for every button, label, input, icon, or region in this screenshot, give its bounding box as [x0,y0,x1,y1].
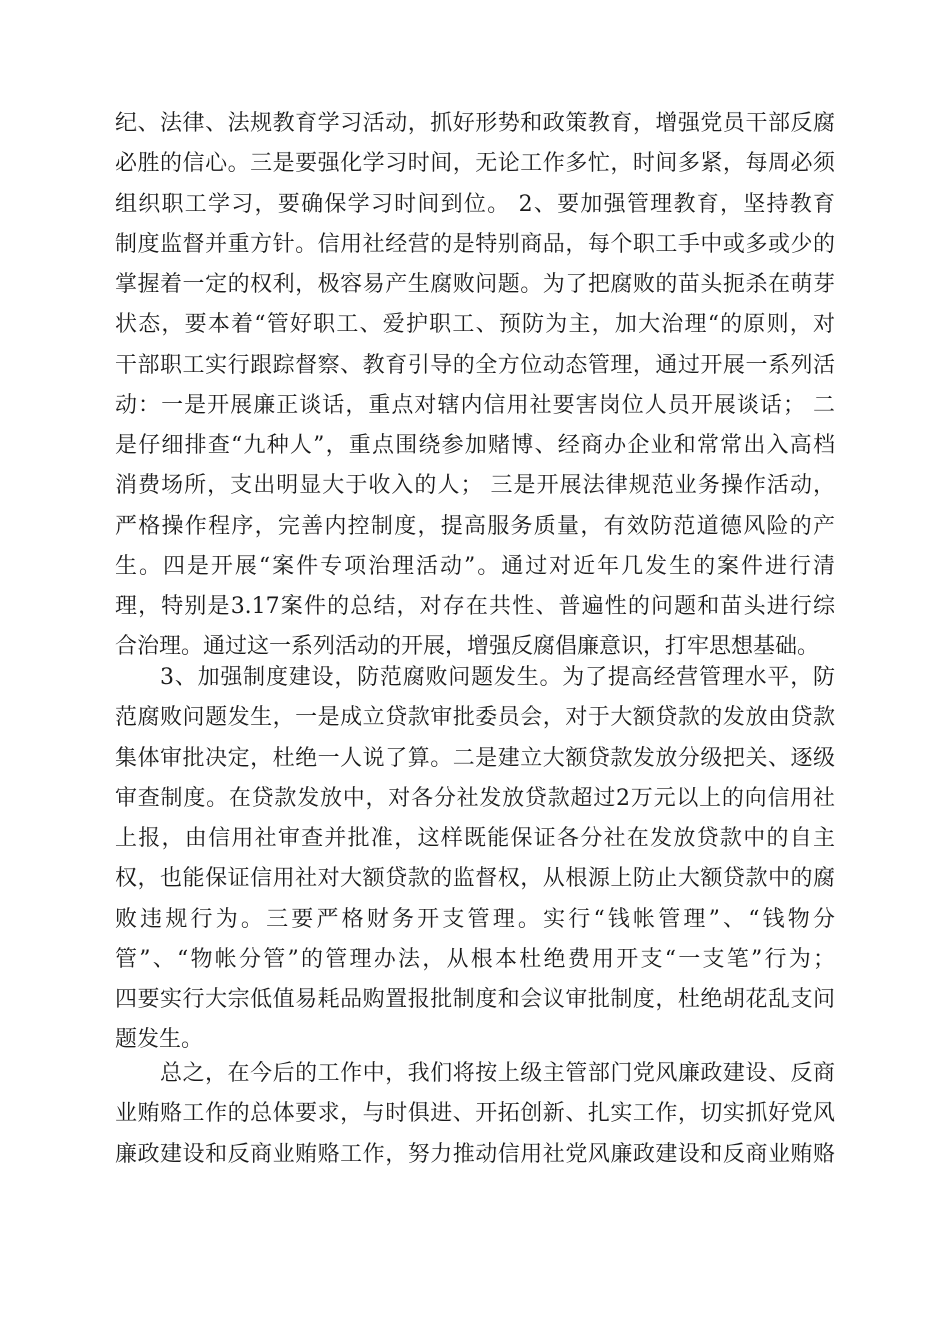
text-line: 四要实行大宗低值易耗品购置报批制度和会议审批制度，杜绝胡花乱支问 [115,987,835,1012]
text-line: 廉政建设和反商业贿赂工作，努力推动信用社党风廉政建设和反商业贿赂 [115,1141,835,1167]
text-line: 必胜的信心。三是要强化学习时间，无论工作多忙，时间多紧，每周必须 [115,151,835,177]
text-line: 组织职工学习，要确保学习时间到位。 2、要加强管理教育，坚持教育 [115,191,835,217]
text-line: 干部职工实行跟踪督察、教育引导的全方位动态管理，通过开展一系列活 [115,352,835,378]
text-line: 纪、法律、法规教育学习活动，抓好形势和政策教育，增强党员干部反腐 [115,111,835,136]
paragraph-1 [115,104,835,668]
text-line: 制度监督并重方针。信用社经营的是特别商品，每个职工手中或多或少的 [115,231,835,257]
text-line: 上报，由信用社审查并批准，这样既能保证各分社在发放贷款中的自主 [115,826,835,851]
text-line: 范腐败问题发生，一是成立贷款审批委员会，对于大额贷款的发放由贷款 [115,705,835,731]
text-line: 管”、“物帐分管”的管理办法，从根本杜绝费用开支“一支笔”行为； [115,946,835,972]
text-line: 业贿赂工作的总体要求，与时俱进、开拓创新、扎实工作，切实抓好党风 [115,1101,835,1127]
paragraph-2 [115,658,835,1061]
text-line: 题发生。 [115,1027,204,1053]
text-line: 生。四是开展“案件专项治理活动”。通过对近年几发生的案件进行清 [115,553,835,579]
text-line: 权，也能保证信用社对大额贷款的监督权，从根源上防止大额贷款中的腐 [115,866,835,892]
text-line: 集体审批决定，杜绝一人说了算。二是建立大额贷款发放分级把关、逐级 [115,745,835,771]
text-line: 状态，要本着“管好职工、爱护职工、预防为主，加大治理“的原则，对 [115,312,835,338]
paragraph-3 [115,1054,835,1175]
text-line: 合治理。通过这一系列活动的开展，增强反腐倡廉意识，打牢思想基础。 [115,634,820,660]
text-line: 消费场所，支出明显大于收入的人； 三是开展法律规范业务操作活动， [115,473,835,499]
text-line: 严格操作程序，完善内控制度，提高服务质量，有效防范道德风险的产 [115,513,835,539]
text-line: 3、加强制度建设，防范腐败问题发生。为了提高经营管理水平，防 [160,665,835,690]
text-line: 是仔细排查“九种人”，重点围绕参加赌博、经商办企业和常常出入高档 [115,433,835,458]
text-line: 审查制度。在贷款发放中，对各分社发放贷款超过2万元以上的向信用社 [115,785,835,811]
text-line: 总之，在今后的工作中，我们将按上级主管部门党风廉政建设、反商 [160,1061,835,1086]
text-line: 败违规行为。三要严格财务开支管理。实行“钱帐管理”、“钱物分 [115,906,835,932]
text-line: 理，特别是3.17案件的总结，对存在共性、普遍性的问题和苗头进行综 [115,594,835,619]
text-line: 掌握着一定的权利，极容易产生腐败问题。为了把腐败的苗头扼杀在萌芽 [115,272,835,297]
text-line: 动：一是开展廉正谈话，重点对辖内信用社要害岗位人员开展谈话； 二 [115,392,835,418]
